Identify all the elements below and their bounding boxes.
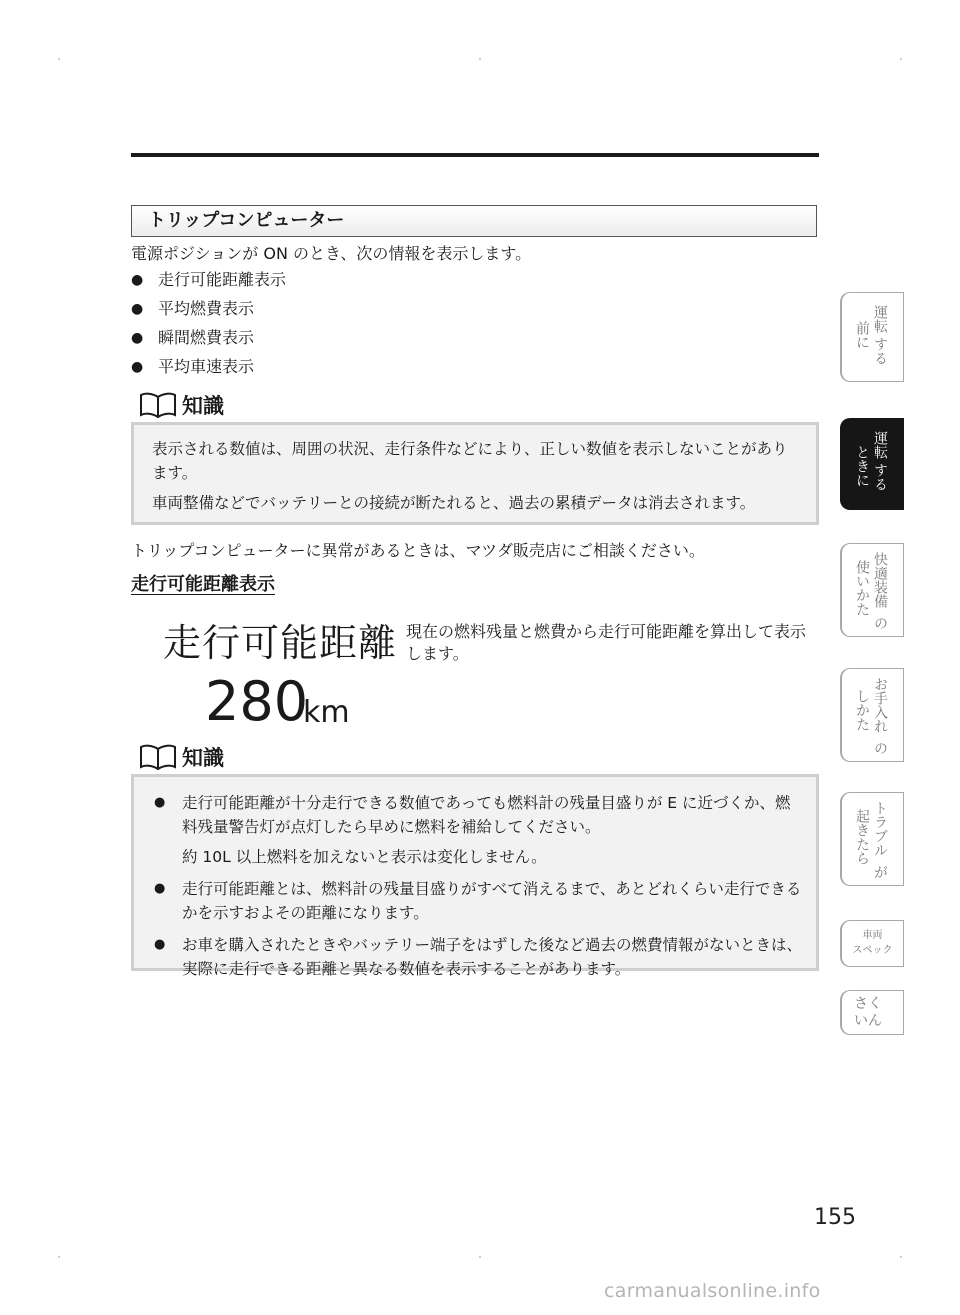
tab-maintenance[interactable]: お手入れ しかた の — [840, 668, 904, 762]
tab-while-driving[interactable]: 運転 ときに する — [840, 418, 904, 510]
tab-specifications[interactable]: 車両 スペック — [840, 920, 904, 967]
list-item: ● 平均燃費表示 — [131, 297, 286, 326]
bullet-icon: ● — [131, 301, 144, 317]
open-book-icon — [138, 391, 178, 419]
knowledge-heading: 知識 — [138, 390, 224, 420]
crop-mark — [58, 58, 60, 60]
dealer-note: トリップコンピューターに異常があるときは、マツダ販売店にご相談ください。 — [131, 541, 705, 560]
tab-index[interactable]: さく いん — [840, 990, 904, 1035]
knowledge-heading: 知識 — [138, 742, 224, 772]
list-item: ● 走行可能距離とは、燃料計の残量目盛りがすべて消えるまで、あとどれくらい走行できるかを示すおよその距離になります。 — [154, 877, 802, 925]
crop-mark — [900, 1256, 902, 1258]
watermark: carmanualsonline.info — [604, 1280, 821, 1302]
knowledge-text: 表示される数値は、周囲の状況、走行条件などにより、正しい数値を表示しないことがあります。 — [152, 440, 788, 482]
tab-comfort-features[interactable]: 快適装備 使いかた の — [840, 543, 904, 637]
open-book-icon — [138, 743, 178, 771]
intro-text: 電源ポジションが ON のとき、次の情報を表示します。 — [131, 244, 532, 263]
range-description: 現在の燃料残量と燃費から走行可能距離を算出して表示します。 — [406, 622, 807, 663]
list-item: ● 走行可能距離が十分走行できる数値であっても燃料計の残量目盛りが E に近づくか、燃料残量警告灯が点灯したら早めに燃料を補給してください。 約 10L 以上燃料を加えないと表示は変化しません。 — [154, 791, 802, 869]
tab-trouble[interactable]: トラブル 起きたら が — [840, 792, 904, 886]
crop-mark — [58, 1256, 60, 1258]
page-number: 155 — [814, 1205, 856, 1230]
feature-list — [131, 268, 286, 384]
list-item: ● 平均車速表示 — [131, 355, 286, 384]
list-item: ● お車を購入されたときやバッテリー端子をはずした後など過去の燃費情報がないときは、実際に走行できる距離と異なる数値を表示することがあります。 — [154, 933, 802, 981]
crop-mark — [479, 58, 481, 60]
header-rule — [131, 153, 819, 157]
knowledge-box — [131, 422, 819, 525]
bullet-icon: ● — [154, 881, 166, 896]
display-label: 走行可能距離 — [163, 621, 398, 665]
list-item: ● 走行可能距離表示 — [131, 268, 286, 297]
subheading: 走行可能距離表示 — [131, 574, 275, 595]
bullet-icon: ● — [154, 937, 166, 952]
bullet-icon: ● — [131, 359, 144, 375]
list-item: ● 瞬間燃費表示 — [131, 326, 286, 355]
knowledge-box — [131, 774, 819, 978]
crop-mark — [479, 1256, 481, 1258]
display-value: 280 — [205, 670, 309, 733]
knowledge-text: 車両整備などでバッテリーとの接続が断たれると、過去の累積データは消去されます。 — [152, 494, 756, 512]
section-title: トリップコンピューター — [131, 205, 817, 237]
bullet-icon: ● — [131, 272, 144, 288]
bullet-icon: ● — [154, 795, 166, 810]
tab-before-driving[interactable]: 運転 前に する — [840, 292, 904, 382]
crop-mark — [900, 58, 902, 60]
display-unit: km — [303, 695, 350, 730]
bullet-icon: ● — [131, 330, 144, 346]
